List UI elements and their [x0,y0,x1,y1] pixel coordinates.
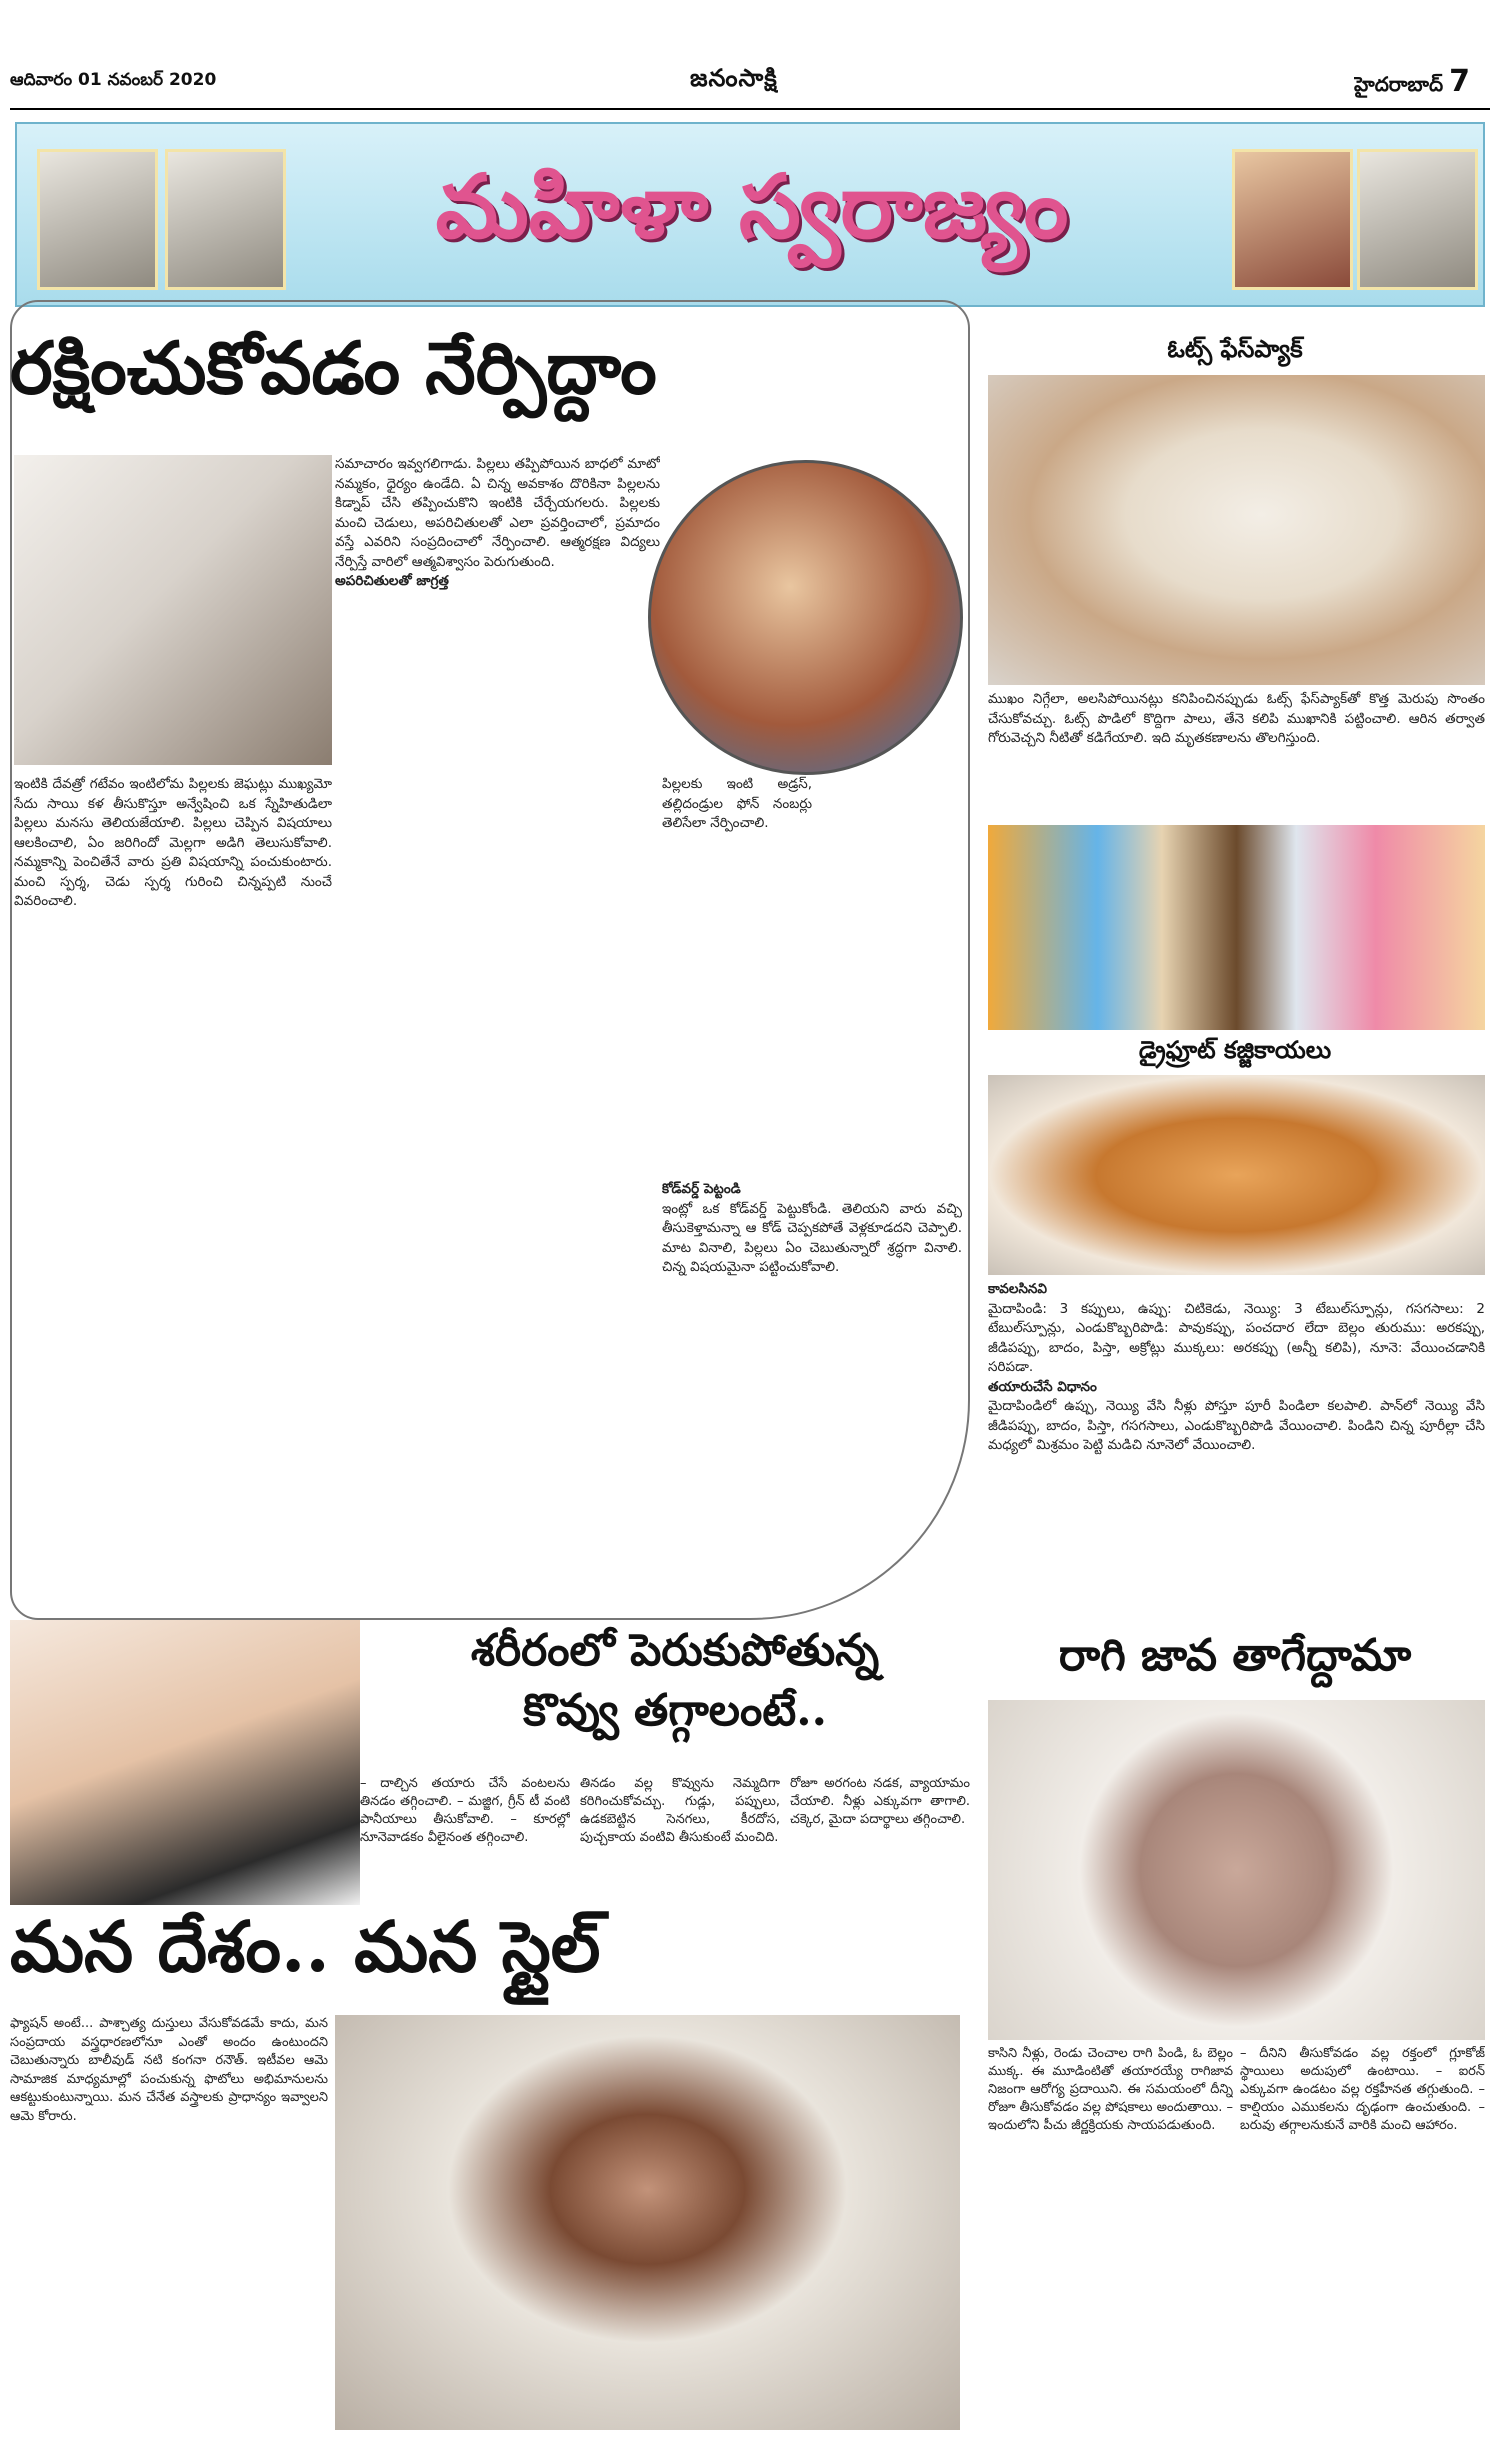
ragi-article-column-1: కాసిని నీళ్లు, రెండు చెంచాల రాగి పిండి, ఓ బెల్లం ముక్క. ఈ మూడింటితో తయారయ్యే రాగిజావ నిజంగా ఆరోగ్య ప్రదాయిని. ఈ సమయంలో దీన్ని రోజూ తీసుకోవడం వల్ల పోషకాలు అందుతాయి. – ఇందులోని పీచు జీర్ణక్రియకు సాయపడుతుంది. [988,2046,1233,2133]
recipe-text [988,1280,1485,1615]
belly-article-title-line2: కొవ్వు తగ్గాలంటే.. [523,1685,827,1736]
portrait-3 [1232,149,1353,290]
section-title: మహిళా స్వరాజ్యం [435,154,1069,258]
belly-measure-photo [10,1620,360,1905]
facepack-title: ఓట్స్ ఫేస్‌ప్యాక్ [1167,335,1303,363]
header-divider [10,108,1490,110]
city-label: హైదరాబాద్ [1354,72,1444,96]
main-article-col3-subhead: కోడ్‌వర్డ్ పెట్టండి [662,1181,741,1197]
ragi-article-column-2: – దీనిని తీసుకోవడం వల్ల రక్తంలో గ్లూకోజ్ స్థాయిలు అదుపులో ఉంటాయి. – ఐరన్ ఎక్కువగా ఉండటం వల్ల రక్తహీనత తగ్గుతుంది. – కాల్షియం ఎముకలను దృఢంగా ఉంచుతుంది. – బరువు తగ్గాలనుకునే వారికి మంచి ఆహారం. [1240,2046,1485,2133]
main-article-lead: ఇంటికి దేవత్రో గటేవం ఇంటిలోమ పిల్లలకు జెఘట్లు ముఖ్యమో సేదు సాయి కళ తీసుకొస్తూ అన్వేషించి ఒక స్నేహితుడిలా పిల్లలు మనసు తెలియజేయాలి. పిల్లలు చెప్పిన విషయాలు ఆలకించాలి, ఏం జరిగిందో మెల్లగా అడిగి తెలుసుకోవాలి. నమ్మకాన్ని పెంచితేనే వారు ప్రతి విషయాన్ని పంచుకుంటారు. మంచి స్పర్శ, చెడు స్పర్శ గురించి చిన్నప్పటి నుంచే వివరించాలి. [14,776,332,909]
style-article-text: ఫ్యాషన్ అంటే... పాశ్చాత్య దుస్తులు వేసుకోవడమే కాదు, మన సంప్రదాయ వస్త్రధారణలోనూ ఎంతో అందం ఉంటుందని చెబుతున్నారు బాలీవుడ్ నటి కంగనా రనౌత్. ఇటీవల ఆమె సామాజిక మాధ్యమాల్లో పంచుకున్న ఫొటోలు అభిమానులను ఆకట్టుకుంటున్నాయి. మన చేనేత వస్త్రాలకు ప్రాధాన్యం ఇవ్వాలని ఆమె కోరారు. [10,2016,328,2124]
kajjikayalu-photo [988,1075,1485,1275]
style-article-title: మన దేశం.. మన స్టైల్ [10,1905,601,1988]
page-number: 7 [1449,64,1470,99]
ingredients-label: కావలసినవి [988,1281,1048,1297]
method-text: మైదాపిండిలో ఉప్పు, నెయ్యి వేసి నీళ్లు పోస్తూ పూరీ పిండిలా కలపాలి. పాన్‌లో నెయ్యి వేసి జీడిపప్పు, బాదం, పిస్తా, గసగసాలు, ఎండుకొబ్బరిపొడి వేయించాలి. పిండిని చిన్న పూరీల్లా చేసి మధ్యలో మిశ్రమం పెట్టి మడిచి నూనెలో వేయించాలి. [988,1398,1485,1453]
main-article-column-3a: పిల్లలకు ఇంటి అడ్రస్, తల్లిదండ్రుల ఫోన్ నంబర్లు తెలిసేలా నేర్పించాలి. [662,776,812,831]
portrait-2 [165,149,286,290]
edition-city [1354,64,1470,101]
main-article-column-2 [335,455,660,1570]
main-article-col2-text: సమాచారం ఇవ్వగలిగాడు. పిల్లలు తప్పిపోయిన బాధలో మాటో నమ్మకం, ధైర్యం ఉండేది. ఏ చిన్న అవకాశం దొరికినా పిల్లలను కిడ్నాప్ చేసి తప్పించుకొని ఇంటికి చేర్చేయగలరు. పిల్లలకు మంచి చెడులు, అపరిచితులతో ఎలా ప్రవర్తించాలో, ప్రమాదం వస్తే ఎవరిని సంప్రదించాలో నేర్పించాలి. ఆత్మరక్షణ విద్యలు నేర్పిస్తే వారిలో ఆత్మవిశ్వాసం పెరుగుతుంది. [335,456,660,570]
main-article-col2-subhead: అపరిచితులతో జాగ్రత్త [335,573,449,589]
section-banner [15,122,1485,307]
belly-article-column-2: తినడం వల్ల కొవ్వును నెమ్మదిగా కరిగించుకోవచ్చు. గుడ్లు, పప్పులు, ఉడకబెట్టిన సెనగలు, కీరదోస, పుచ్చకాయ వంటివి తీసుకుంటే మంచిది. [580,1776,780,1845]
ragi-java-photo [988,1700,1485,2040]
method-label: తయారుచేసే విధానం [988,1378,1097,1395]
belly-article-column-1: – దాల్చిన తయారు చేసే వంటలను తినడం తగ్గించాలి. – మజ్జిగ, గ్రీన్ టీ వంటి పానీయాలు తీసుకోవాలి. – కూరల్లో నూనెవాడకం వీలైనంత తగ్గించాలి. [360,1776,570,1845]
crafts-photo [988,825,1485,1030]
main-article-column-3b [662,1180,962,1535]
newspaper-logo: జనంసాక్షి [690,64,778,92]
belly-article-column-3: రోజూ అరగంట నడక, వ్యాయామం చేయాలి. నీళ్లు ఎక్కువగా తాగాలి. చక్కెర, మైదా పదార్థాలు తగ్గించాలి. [790,1776,970,1827]
portrait-1 [37,149,158,290]
ingredients-text: మైదాపిండి: 3 కప్పులు, ఉప్పు: చిటికెడు, నెయ్యి: 3 టేబుల్‌స్పూన్లు, గసగసాలు: 2 టేబుల్‌స్పూన్లు, ఎండుకొబ్బరిపొడి: పావుకప్పు, పంచదార లేదా బెల్లం తురుము: అరకప్పు, జీడిపప్పు, బాదం, పిస్తా, అక్రోట్లు ముక్కలు: అరకప్పు (అన్నీ కలిపి), నూనె: వేయించడానికి సరిపడా. [988,1300,1485,1375]
dryfruit-title: డ్రైఫ్రూట్ కజ్జికాయలు [1138,1036,1332,1064]
mother-daughter-photo [14,455,332,765]
belly-article-title-line1: శరీరంలో పెరుకుపోతున్న [470,1625,880,1676]
issue-date: ఆదివారం 01 నవంబర్ 2020 [10,70,217,90]
kangana-photo [335,2015,960,2430]
mother-son-photo [648,460,963,775]
ragi-article-title: రాగి జావ తాగేద్దామా [1058,1630,1412,1681]
facepack-photo [988,375,1485,685]
main-article-col3-text: ఇంట్లో ఒక కోడ్‌వర్డ్ పెట్టుకోండి. తెలియని వారు వచ్చి తీసుకెళ్తామన్నా ఆ కోడ్ చెప్పకపోతే వెళ్లకూడదని చెప్పాలి. మాట వినాలి, పిల్లలు ఏం చెబుతున్నారో శ్రద్ధగా వినాలి. చిన్న విషయమైనా పట్టించుకోవాలి. [662,1200,962,1275]
facepack-text: ముఖం నిగ్గేలా, అలసిపోయినట్లు కనిపించినప్పుడు ఓట్స్ ఫేస్‌ప్యాక్‌తో కొత్త మెరుపు సొంతం చేసుకోవచ్చు. ఓట్స్ పొడిలో కొద్దిగా పాలు, తేనె కలిపి ముఖానికి పట్టించాలి. ఆరిన తర్వాత గోరువెచ్చని నీటితో కడిగేయాలి. ఇది మృతకణాలను తొలగిస్తుంది. [988,691,1485,746]
portrait-4 [1357,149,1478,290]
main-article-title: రక్షించుకోవడం నేర్పిద్దాం [10,325,657,410]
